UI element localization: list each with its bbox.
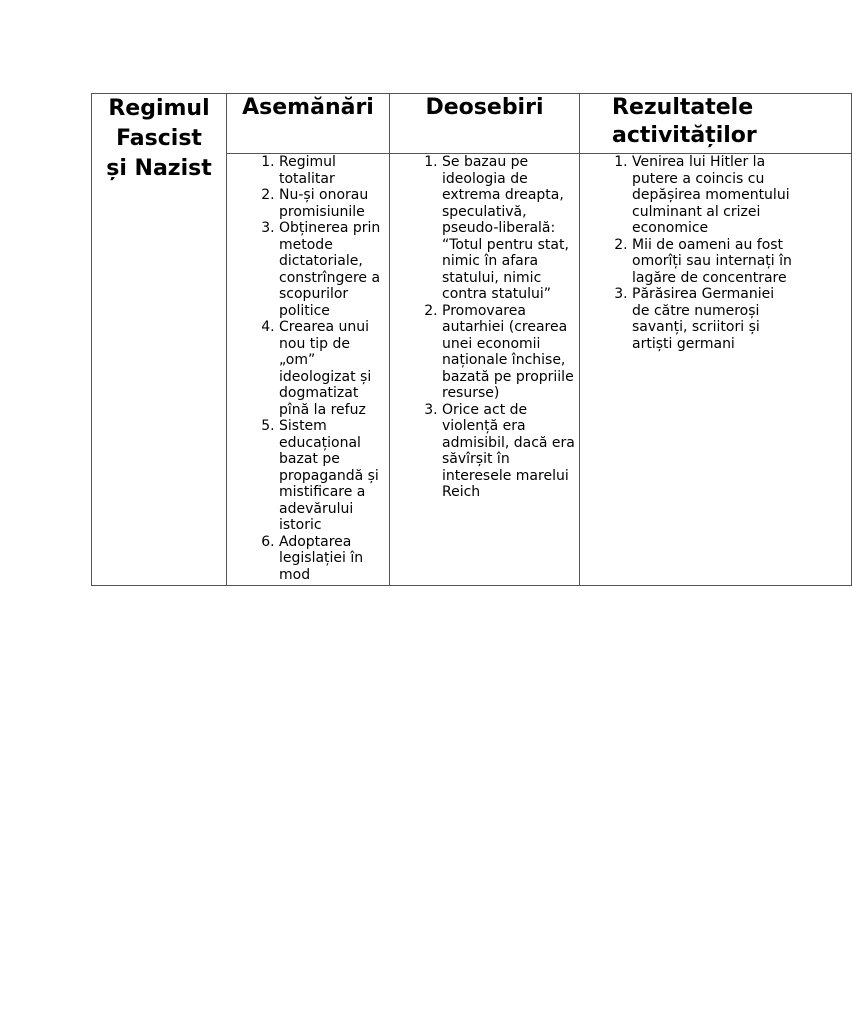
- list-item: 5. Sistem educațional bazat pe propagandă și mistificare a adevărului istoric: [279, 418, 389, 534]
- row-label-line: Fascist: [116, 126, 202, 151]
- header-row: [92, 94, 852, 154]
- list-item: 2. Mii de oameni au fost omorîți sau internați în lagăre de concentrare: [632, 237, 792, 287]
- header-rezultatele-line2: activităților: [612, 123, 757, 148]
- list-item: 2. Nu-și onorau promisiunile: [279, 187, 389, 220]
- rezultatele-list: [580, 154, 851, 352]
- deosebiri-list: [390, 154, 579, 501]
- deosebiri-cell: [390, 154, 580, 586]
- row-label-line: Regimul: [108, 96, 210, 121]
- comparison-table: [91, 93, 852, 586]
- header-rezultatele-line1: Rezultatele: [612, 95, 754, 120]
- row-label-line: și Nazist: [106, 156, 212, 181]
- list-item: 1. Regimul totalitar: [279, 154, 389, 187]
- header-deosebiri: Deosebiri: [390, 94, 580, 154]
- list-item: 6. Adoptarea legislației în mod: [279, 534, 389, 584]
- asemanari-list: [227, 154, 389, 583]
- asemanari-cell: [227, 154, 390, 586]
- rezultatele-cell: [580, 154, 852, 586]
- header-rezultatele: [580, 94, 852, 154]
- list-item: 4. Crearea unui nou tip de „om” ideologizat și dogmatizat pînă la refuz: [279, 319, 389, 418]
- list-item: 1. Se bazau pe ideologia de extrema dreapta, speculativă, pseudo-liberală: “Totul pentru stat, nimic în afara statului, nimic contra statului”: [442, 154, 579, 303]
- list-item: 1. Venirea lui Hitler la putere a coincis cu depășirea momentului culminant al crizei economice: [632, 154, 792, 237]
- row-label-cell: [92, 94, 227, 586]
- list-item: 2. Promovarea autarhiei (crearea unei economii naționale închise, bazată pe propriile resurse): [442, 303, 579, 402]
- list-item: 3. Obținerea prin metode dictatoriale, constrîngere a scopurilor politice: [279, 220, 389, 319]
- header-asemanari: Asemănări: [227, 94, 390, 154]
- list-item: 3. Orice act de violență era admisibil, dacă era săvîrșit în interesele marelui Reich: [442, 402, 579, 501]
- list-item: 3. Părăsirea Germaniei de către numeroși savanți, scriitori și artiști germani: [632, 286, 792, 352]
